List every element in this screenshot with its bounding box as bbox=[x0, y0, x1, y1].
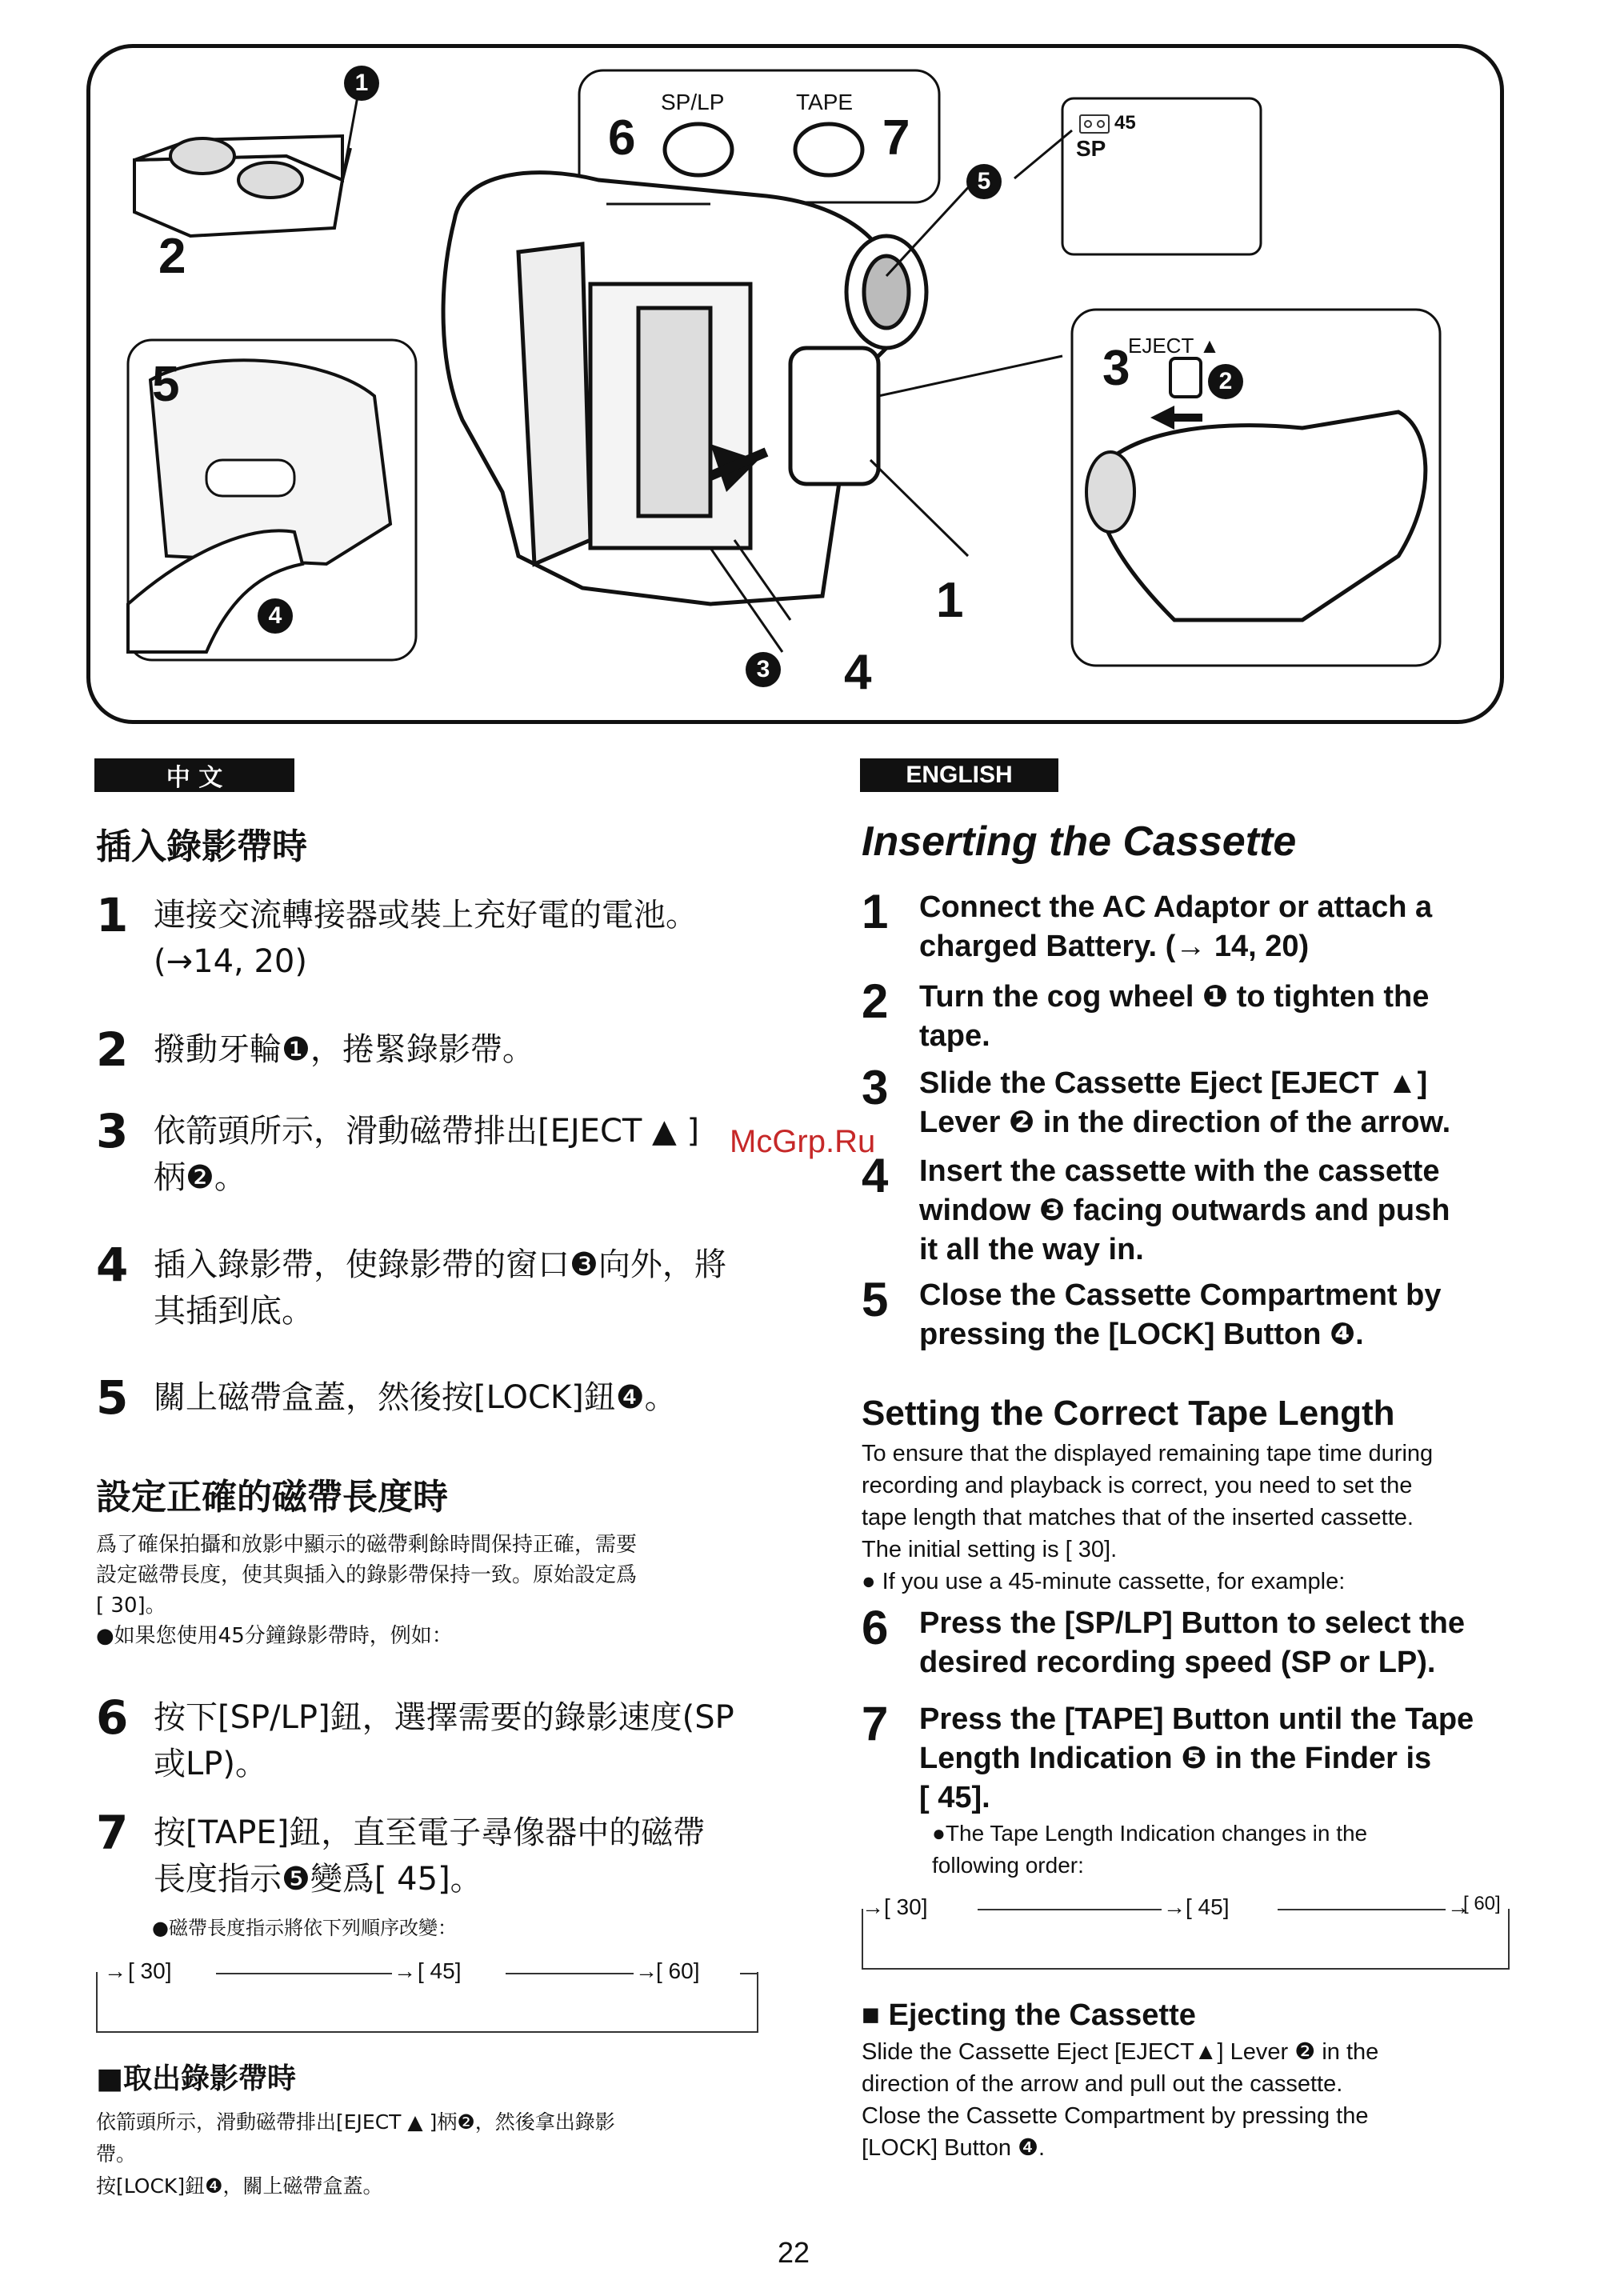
camcorder-main bbox=[443, 173, 926, 604]
circled-1: 1 bbox=[344, 66, 379, 101]
zh-section-body: 爲了確保拍攝和放影中顯示的磁帶剩餘時間保持正確，需要 設定磁帶長度，使其與插入的錄影帶保持一致。原始設定爲 [ 30]。 ●如果您使用45分鐘錄影帶時，例如： bbox=[96, 1530, 637, 1651]
eject-label: EJECT ▲ bbox=[1128, 334, 1220, 358]
zh-eject-body: 依箭頭所示，滑動磁帶排出[EJECT ▲ ]柄❷，然後拿出錄影 帶。 按[LOCK]鈕❹，關上磁帶盒蓋。 bbox=[96, 2110, 615, 2198]
en-bullet: ● If you use a 45-minute cassette, for example: bbox=[862, 1569, 1346, 1594]
zh-step-3: 3 依箭頭所示，滑動磁帶排出[EJECT ▲ ] 柄❷。 bbox=[96, 1104, 700, 1196]
zh-order-note: ●磁帶長度指示將依下列順序改變： bbox=[152, 1917, 457, 1939]
zh-step-4: 4 插入錄影帶，使錄影帶的窗口❸向外，將 其插到底。 bbox=[96, 1238, 726, 1330]
callout-4: 4 bbox=[844, 645, 872, 700]
en-order-note: ●The Tape Length Indication changes in the following order: bbox=[932, 1821, 1368, 1878]
en-step-6: 6 Press the [SP/LP] Button to select the desired recording speed (SP or LP). bbox=[862, 1601, 1465, 1679]
finder-speed: SP bbox=[1076, 136, 1106, 161]
finder-tape-indication: 45 bbox=[1076, 112, 1136, 134]
zh-eject-title: ■取出錄影帶時 bbox=[96, 2062, 297, 2095]
en-step-7: 7 Press the [TAPE] Button until the Tape Length Indication ❺ in the Finder is [ 45]. bbox=[862, 1697, 1474, 1814]
zh-bullet: ●如果您使用45分鐘錄影帶時，例如： bbox=[96, 1624, 453, 1648]
zh-step-1: 1 連接交流轉接器或裝上充好電的電池。 (→14, 20) bbox=[96, 888, 698, 980]
callout-2: 2 bbox=[158, 229, 186, 284]
circled-4: 4 bbox=[258, 598, 293, 634]
circled-3: 3 bbox=[746, 652, 781, 687]
callout-6: 6 bbox=[608, 110, 636, 166]
en-step-2: 2 Turn the cog wheel ❶ to tighten the tape. bbox=[862, 974, 1430, 1053]
en-step-3: 3 Slide the Cassette Eject [EJECT ▲] Lever ❷ in the direction of the arrow. bbox=[862, 1061, 1451, 1139]
zh-section-title: 設定正確的磁帶長度時 bbox=[96, 1477, 448, 1518]
english-title: Inserting the Cassette bbox=[862, 818, 1297, 865]
callout-5: 5 bbox=[152, 357, 180, 412]
circled-2: 2 bbox=[1208, 364, 1243, 399]
en-eject-body: Slide the Cassette Eject [EJECT▲] Lever ❷ in the direction of the arrow and pull out the cassette. Close the Cassette Compartment by pressing the [LOCK] Button ❹. bbox=[862, 2039, 1379, 2161]
tape-label: TAPE bbox=[796, 90, 854, 114]
chinese-title: 插入錄影帶時 bbox=[96, 826, 307, 867]
sp-lp-label: SP/LP bbox=[661, 90, 725, 114]
en-section-title: Setting the Correct Tape Length bbox=[862, 1394, 1395, 1433]
chinese-tag: 中 文 bbox=[94, 758, 294, 792]
cassette-drawing bbox=[134, 136, 350, 236]
zh-step-6: 6 按下[SP/LP]鈕，選擇需要的錄影速度(SP 或LP)。 bbox=[96, 1690, 734, 1782]
cassette-icon bbox=[1079, 114, 1110, 134]
circled-5: 5 bbox=[966, 164, 1002, 199]
zh-step-7: 7 按[TAPE]鈕，直至電子尋像器中的磁帶 長度指示❺變爲[ 45]。 bbox=[96, 1806, 706, 1898]
callout-7: 7 bbox=[882, 110, 910, 166]
en-step-4: 4 Insert the cassette with the cassette window ❸ facing outwards and push it all the way in. bbox=[862, 1149, 1450, 1266]
en-step-1: 1 Connect the AC Adaptor or attach a charged Battery. (→ 14, 20) bbox=[862, 885, 1433, 963]
english-tag: ENGLISH bbox=[860, 758, 1058, 792]
zh-step-2: 2 撥動牙輪❶，捲緊錄影帶。 bbox=[96, 1022, 534, 1077]
callout-1: 1 bbox=[936, 573, 964, 628]
callout-3: 3 bbox=[1102, 341, 1130, 396]
zh-step-5: 5 關上磁帶盒蓋，然後按[LOCK]鈕❹。 bbox=[96, 1370, 677, 1425]
en-section-body: To ensure that the displayed remaining tape time during recording and playback is correct, you need to set the tape length that matches that of the inserted cassette. The initial setting is [ 30]. ● If you use a 45-minute cassette, for example: bbox=[862, 1438, 1433, 1598]
en-step-5: 5 Close the Cassette Compartment by pressing the [LOCK] Button ❹. bbox=[862, 1273, 1442, 1351]
watermark: McGrp.Ru bbox=[730, 1124, 876, 1159]
en-eject-title: ■ Ejecting the Cassette bbox=[862, 1998, 1196, 2032]
page-number: 22 bbox=[778, 2236, 810, 2269]
camcorder-illustration bbox=[86, 44, 1504, 724]
